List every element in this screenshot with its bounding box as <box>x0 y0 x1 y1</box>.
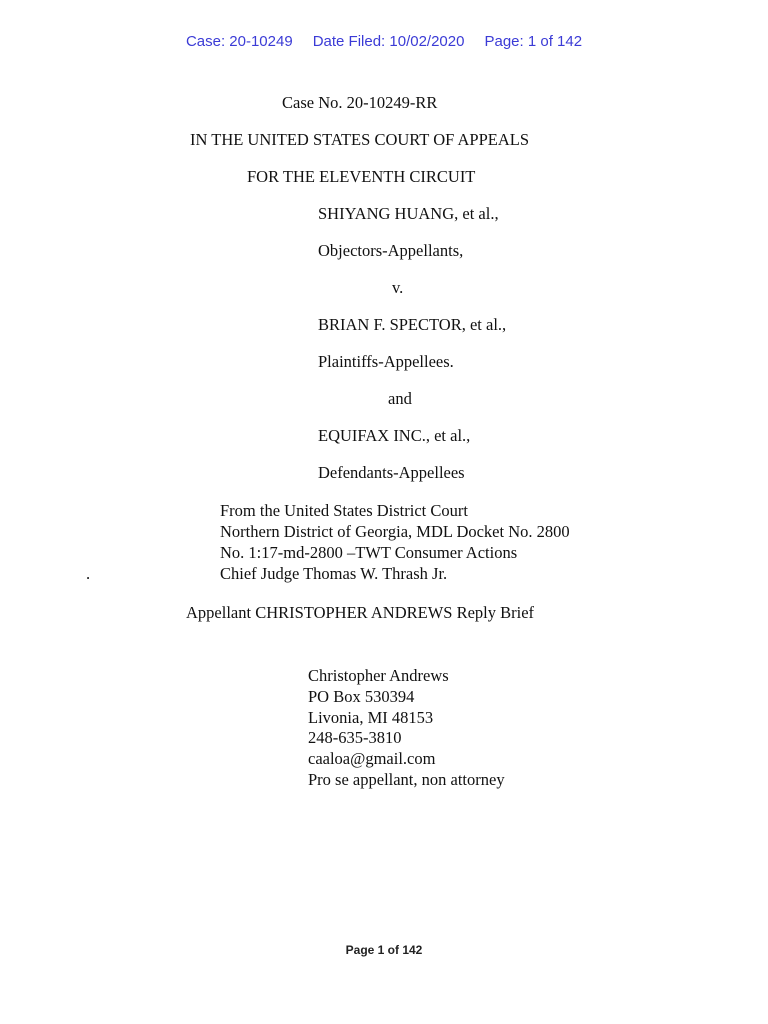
court-name-line1: IN THE UNITED STATES COURT OF APPEALS <box>190 130 530 149</box>
origin-line-2: Northern District of Georgia, MDL Docket No. 2800 <box>220 522 570 541</box>
party-objectors-role: Objectors-Appellants, <box>318 241 464 260</box>
party-defendants-role: Defendants-Appellees <box>318 463 465 482</box>
ecf-page-number: Page: 1 of 142 <box>484 33 583 50</box>
case-number: Case No. 20-10249-RR <box>282 93 438 112</box>
ecf-date-filed: Date Filed: 10/02/2020 <box>312 33 465 50</box>
contact-phone: 248-635-3810 <box>308 728 402 748</box>
lower-court-origin <box>220 500 570 584</box>
party-defendants-name: EQUIFAX INC., et al., <box>318 426 471 445</box>
stray-period-mark: . <box>86 564 91 583</box>
contact-name: Christopher Andrews <box>308 666 449 685</box>
party-plaintiffs-name: BRIAN F. SPECTOR, et al., <box>318 315 507 334</box>
ecf-filing-header <box>0 33 768 50</box>
contact-city: Livonia, MI 48153 <box>308 707 434 727</box>
versus-label: v. <box>392 278 404 297</box>
brief-title: Appellant CHRISTOPHER ANDREWS Reply Brief <box>186 603 535 622</box>
and-label: and <box>388 389 412 408</box>
contact-email: caaloa@gmail.com <box>308 749 436 769</box>
page-footer: Page 1 of 142 <box>345 943 423 957</box>
origin-line-1: From the United States District Court <box>220 501 468 520</box>
party-objectors-name: SHIYANG HUANG, et al., <box>318 204 499 223</box>
ecf-case-number: Case: 20-10249 <box>185 33 293 50</box>
origin-line-4: Chief Judge Thomas W. Thrash Jr. <box>220 564 448 583</box>
appellant-contact-block <box>308 666 505 791</box>
court-name-line2: FOR THE ELEVENTH CIRCUIT <box>247 167 476 186</box>
contact-status: Pro se appellant, non attorney <box>308 769 505 789</box>
party-plaintiffs-role: Plaintiffs-Appellees. <box>318 352 454 371</box>
contact-po-box: PO Box 530394 <box>308 686 415 706</box>
origin-line-3: No. 1:17-md-2800 –TWT Consumer Actions <box>220 543 518 562</box>
